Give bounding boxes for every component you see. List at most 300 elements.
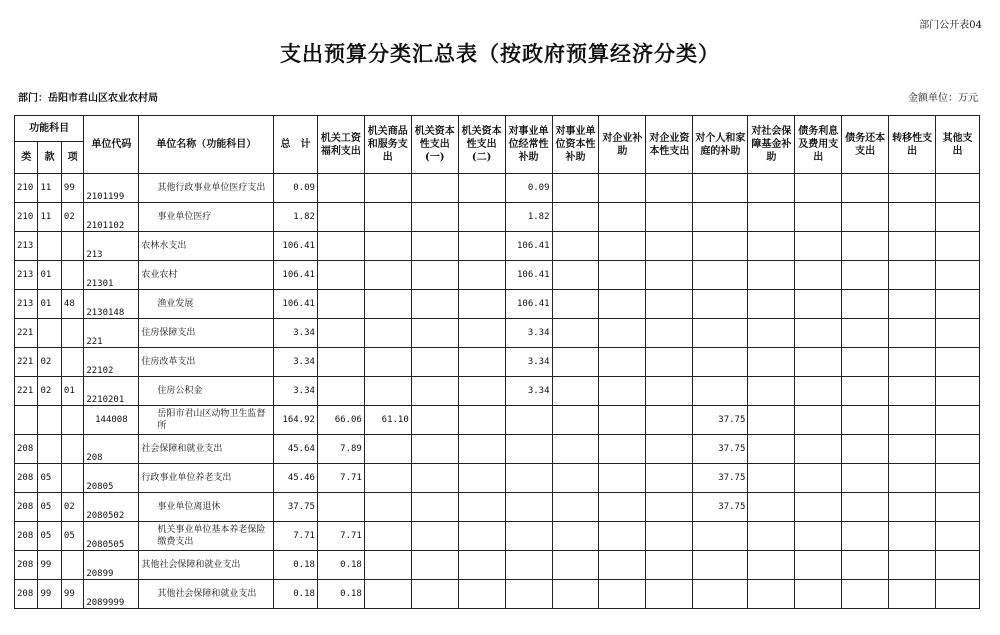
cell-total: 3.34 — [274, 377, 318, 406]
cell-amount — [411, 203, 458, 232]
cell-xiang — [61, 406, 83, 435]
header-col: 机关商品和服务支出 — [364, 116, 411, 174]
cell-amount — [936, 203, 980, 232]
header-col: 对社会保障基金补助 — [748, 116, 795, 174]
cell-amount — [552, 348, 599, 377]
header-unit-name: 单位名称（功能科目） — [139, 116, 274, 174]
cell-amount — [317, 290, 364, 319]
cell-amount — [599, 232, 646, 261]
cell-lei: 208 — [15, 464, 38, 493]
cell-total: 106.41 — [274, 261, 318, 290]
cell-amount — [889, 319, 936, 348]
cell-unit-code: 2101102 — [84, 203, 139, 232]
cell-xiang: 01 — [61, 377, 83, 406]
cell-amount — [646, 580, 693, 609]
cell-unit-name: 其他行政事业单位医疗支出 — [139, 174, 274, 203]
cell-unit-name: 住房改革支出 — [139, 348, 274, 377]
cell-amount — [458, 406, 505, 435]
cell-amount — [599, 261, 646, 290]
cell-amount — [936, 493, 980, 522]
cell-xiang: 02 — [61, 203, 83, 232]
cell-amount — [646, 232, 693, 261]
cell-amount — [795, 522, 842, 551]
cell-total: 7.71 — [274, 522, 318, 551]
cell-amount — [842, 319, 889, 348]
cell-amount — [748, 261, 795, 290]
cell-amount — [411, 493, 458, 522]
cell-amount — [795, 464, 842, 493]
cell-amount — [458, 464, 505, 493]
cell-amount — [936, 580, 980, 609]
cell-amount — [411, 580, 458, 609]
cell-amount — [505, 493, 552, 522]
cell-unit-code: 2089999 — [84, 580, 139, 609]
cell-amount — [889, 522, 936, 551]
cell-amount — [411, 290, 458, 319]
table-row — [15, 435, 980, 464]
cell-unit-name: 事业单位离退休 — [139, 493, 274, 522]
cell-amount — [599, 319, 646, 348]
cell-amount — [936, 348, 980, 377]
cell-unit-code: 22102 — [84, 348, 139, 377]
cell-amount — [458, 203, 505, 232]
cell-lei: 210 — [15, 203, 38, 232]
cell-amount — [936, 406, 980, 435]
cell-amount — [748, 551, 795, 580]
cell-amount — [458, 435, 505, 464]
cell-kuan: 05 — [38, 522, 61, 551]
cell-amount: 7.71 — [317, 522, 364, 551]
cell-amount — [748, 174, 795, 203]
cell-xiang: 02 — [61, 493, 83, 522]
cell-amount — [646, 522, 693, 551]
cell-amount — [889, 174, 936, 203]
cell-amount — [646, 174, 693, 203]
cell-xiang — [61, 232, 83, 261]
cell-amount: 7.89 — [317, 435, 364, 464]
cell-amount — [599, 435, 646, 464]
cell-amount — [458, 580, 505, 609]
cell-amount — [411, 319, 458, 348]
cell-xiang: 99 — [61, 580, 83, 609]
cell-amount — [599, 551, 646, 580]
cell-amount — [317, 493, 364, 522]
cell-amount — [411, 406, 458, 435]
cell-amount — [599, 377, 646, 406]
cell-amount — [599, 464, 646, 493]
cell-amount — [458, 348, 505, 377]
cell-amount — [889, 203, 936, 232]
cell-amount: 106.41 — [505, 232, 552, 261]
header-col: 对企业资本性支出 — [646, 116, 693, 174]
cell-xiang: 05 — [61, 522, 83, 551]
cell-amount — [936, 377, 980, 406]
cell-unit-name: 岳阳市君山区动物卫生监督所 — [139, 406, 274, 435]
cell-kuan: 99 — [38, 551, 61, 580]
cell-amount — [842, 203, 889, 232]
cell-unit-code: 213 — [84, 232, 139, 261]
header-col: 对个人和家庭的补助 — [693, 116, 748, 174]
cell-amount — [842, 435, 889, 464]
header-col: 机关资本性支出(一) — [411, 116, 458, 174]
cell-amount — [795, 203, 842, 232]
cell-amount — [693, 174, 748, 203]
cell-unit-name: 其他社会保障和就业支出 — [139, 551, 274, 580]
table-row — [15, 406, 980, 435]
cell-unit-code: 2101199 — [84, 174, 139, 203]
cell-amount — [795, 435, 842, 464]
cell-amount — [889, 493, 936, 522]
cell-amount — [889, 464, 936, 493]
cell-amount — [889, 348, 936, 377]
header-col: 债务还本支出 — [842, 116, 889, 174]
cell-amount — [552, 174, 599, 203]
cell-amount — [364, 435, 411, 464]
budget-table — [14, 115, 980, 609]
cell-amount — [748, 406, 795, 435]
cell-total: 106.41 — [274, 232, 318, 261]
cell-lei: 221 — [15, 319, 38, 348]
cell-amount — [748, 522, 795, 551]
cell-total: 0.18 — [274, 551, 318, 580]
cell-amount — [364, 493, 411, 522]
cell-amount — [505, 435, 552, 464]
cell-total: 164.92 — [274, 406, 318, 435]
cell-amount: 3.34 — [505, 377, 552, 406]
header-kuan: 款 — [38, 142, 61, 174]
cell-amount — [599, 174, 646, 203]
cell-amount — [317, 261, 364, 290]
cell-amount: 37.75 — [693, 493, 748, 522]
header-total: 总 计 — [274, 116, 318, 174]
cell-amount — [936, 435, 980, 464]
cell-amount — [411, 377, 458, 406]
cell-total: 1.82 — [274, 203, 318, 232]
cell-unit-name: 农业农村 — [139, 261, 274, 290]
cell-amount — [552, 580, 599, 609]
cell-amount — [795, 319, 842, 348]
cell-amount — [458, 377, 505, 406]
cell-amount — [842, 522, 889, 551]
cell-amount — [505, 522, 552, 551]
cell-amount — [693, 290, 748, 319]
cell-amount: 106.41 — [505, 290, 552, 319]
cell-amount — [505, 406, 552, 435]
cell-kuan — [38, 232, 61, 261]
cell-amount — [599, 348, 646, 377]
cell-amount — [842, 406, 889, 435]
cell-amount — [936, 232, 980, 261]
cell-amount — [552, 377, 599, 406]
cell-kuan — [38, 319, 61, 348]
cell-total: 3.34 — [274, 319, 318, 348]
cell-amount — [317, 377, 364, 406]
cell-amount — [693, 232, 748, 261]
cell-amount: 0.09 — [505, 174, 552, 203]
cell-amount — [646, 464, 693, 493]
cell-kuan: 01 — [38, 290, 61, 319]
cell-amount: 37.75 — [693, 435, 748, 464]
cell-unit-code: 208 — [84, 435, 139, 464]
cell-unit-code: 20899 — [84, 551, 139, 580]
cell-amount — [364, 174, 411, 203]
cell-amount: 66.06 — [317, 406, 364, 435]
cell-total: 3.34 — [274, 348, 318, 377]
cell-amount — [458, 290, 505, 319]
cell-amount — [842, 232, 889, 261]
cell-amount: 37.75 — [693, 464, 748, 493]
cell-amount — [317, 232, 364, 261]
cell-kuan: 02 — [38, 377, 61, 406]
cell-kuan: 05 — [38, 464, 61, 493]
table-row — [15, 290, 980, 319]
table-header — [15, 116, 980, 174]
cell-kuan — [38, 406, 61, 435]
cell-amount — [364, 261, 411, 290]
table-row — [15, 551, 980, 580]
cell-amount — [795, 580, 842, 609]
cell-lei: 221 — [15, 377, 38, 406]
cell-amount — [364, 290, 411, 319]
cell-amount — [646, 290, 693, 319]
cell-lei: 210 — [15, 174, 38, 203]
cell-total: 106.41 — [274, 290, 318, 319]
cell-amount: 37.75 — [693, 406, 748, 435]
cell-amount — [552, 232, 599, 261]
cell-amount — [317, 203, 364, 232]
cell-total: 45.64 — [274, 435, 318, 464]
cell-lei: 213 — [15, 290, 38, 319]
table-row — [15, 464, 980, 493]
cell-amount — [693, 348, 748, 377]
cell-amount: 3.34 — [505, 348, 552, 377]
cell-xiang — [61, 348, 83, 377]
cell-amount — [842, 174, 889, 203]
cell-unit-code: 2130148 — [84, 290, 139, 319]
cell-amount — [411, 261, 458, 290]
table-row — [15, 580, 980, 609]
cell-amount — [936, 174, 980, 203]
table-row — [15, 261, 980, 290]
header-lei: 类 — [15, 142, 38, 174]
cell-kuan: 11 — [38, 203, 61, 232]
cell-lei: 221 — [15, 348, 38, 377]
cell-amount — [842, 464, 889, 493]
header-col: 对事业单位资本性补助 — [552, 116, 599, 174]
cell-amount: 1.82 — [505, 203, 552, 232]
table-body — [15, 174, 980, 609]
cell-unit-name: 机关事业单位基本养老保险缴费支出 — [139, 522, 274, 551]
cell-amount — [552, 464, 599, 493]
cell-amount — [364, 348, 411, 377]
cell-amount — [599, 290, 646, 319]
cell-unit-code: 2210201 — [84, 377, 139, 406]
cell-amount — [748, 319, 795, 348]
header-unit-code: 单位代码 — [84, 116, 139, 174]
header-col: 债务利息及费用支出 — [795, 116, 842, 174]
header-col: 对事业单位经常性补助 — [505, 116, 552, 174]
cell-amount — [505, 551, 552, 580]
cell-amount — [646, 435, 693, 464]
cell-amount — [599, 522, 646, 551]
cell-amount — [889, 377, 936, 406]
cell-amount — [795, 174, 842, 203]
page-title: 支出预算分类汇总表（按政府预算经济分类） — [280, 41, 720, 66]
cell-kuan: 99 — [38, 580, 61, 609]
cell-amount — [411, 174, 458, 203]
cell-amount — [458, 319, 505, 348]
cell-amount — [936, 319, 980, 348]
cell-amount — [748, 435, 795, 464]
cell-amount — [411, 522, 458, 551]
header-col: 对企业补助 — [599, 116, 646, 174]
cell-amount — [505, 580, 552, 609]
cell-amount — [795, 290, 842, 319]
cell-amount — [795, 261, 842, 290]
cell-lei: 208 — [15, 580, 38, 609]
cell-amount — [646, 319, 693, 348]
cell-amount — [646, 203, 693, 232]
cell-amount — [748, 348, 795, 377]
cell-amount — [458, 174, 505, 203]
cell-amount — [748, 377, 795, 406]
cell-amount — [646, 406, 693, 435]
cell-amount — [842, 551, 889, 580]
cell-xiang — [61, 261, 83, 290]
cell-amount — [364, 522, 411, 551]
table-row — [15, 522, 980, 551]
cell-amount — [842, 348, 889, 377]
cell-amount: 106.41 — [505, 261, 552, 290]
cell-amount — [458, 493, 505, 522]
table-row — [15, 493, 980, 522]
cell-amount — [889, 435, 936, 464]
cell-amount — [748, 464, 795, 493]
cell-amount — [748, 580, 795, 609]
cell-amount — [364, 580, 411, 609]
cell-amount — [411, 348, 458, 377]
cell-amount — [646, 261, 693, 290]
cell-amount — [842, 377, 889, 406]
cell-amount — [693, 261, 748, 290]
cell-amount — [936, 551, 980, 580]
cell-amount: 0.18 — [317, 580, 364, 609]
cell-amount — [693, 522, 748, 551]
cell-unit-code: 144008 — [84, 406, 139, 435]
cell-amount — [748, 232, 795, 261]
cell-unit-code: 21301 — [84, 261, 139, 290]
table-row — [15, 348, 980, 377]
cell-amount — [693, 377, 748, 406]
cell-unit-name: 住房公积金 — [139, 377, 274, 406]
cell-amount — [693, 580, 748, 609]
cell-amount — [411, 232, 458, 261]
cell-unit-name: 其他社会保障和就业支出 — [139, 580, 274, 609]
cell-lei: 208 — [15, 522, 38, 551]
cell-lei: 213 — [15, 232, 38, 261]
cell-kuan: 05 — [38, 493, 61, 522]
cell-total: 0.09 — [274, 174, 318, 203]
cell-total: 45.46 — [274, 464, 318, 493]
cell-amount: 7.71 — [317, 464, 364, 493]
cell-lei: 208 — [15, 551, 38, 580]
cell-amount — [364, 319, 411, 348]
cell-amount — [889, 261, 936, 290]
cell-amount — [842, 580, 889, 609]
cell-lei: 208 — [15, 493, 38, 522]
department-label: 部门：岳阳市君山区农业农村局 — [18, 93, 158, 104]
cell-unit-code: 221 — [84, 319, 139, 348]
cell-amount — [458, 522, 505, 551]
cell-total: 0.18 — [274, 580, 318, 609]
cell-unit-name: 渔业发展 — [139, 290, 274, 319]
cell-amount — [552, 493, 599, 522]
cell-amount — [505, 464, 552, 493]
cell-amount: 61.10 — [364, 406, 411, 435]
cell-amount — [936, 522, 980, 551]
cell-amount — [646, 493, 693, 522]
cell-amount — [317, 348, 364, 377]
cell-amount — [364, 551, 411, 580]
form-code: 部门公开表04 — [919, 20, 982, 31]
cell-amount — [411, 435, 458, 464]
cell-unit-code: 2080502 — [84, 493, 139, 522]
cell-total: 37.75 — [274, 493, 318, 522]
table-row — [15, 377, 980, 406]
cell-kuan: 02 — [38, 348, 61, 377]
cell-amount — [599, 406, 646, 435]
cell-amount — [599, 493, 646, 522]
cell-amount — [552, 290, 599, 319]
cell-amount — [364, 464, 411, 493]
cell-lei: 208 — [15, 435, 38, 464]
cell-amount — [748, 203, 795, 232]
cell-amount — [889, 580, 936, 609]
cell-amount — [317, 319, 364, 348]
cell-amount: 0.18 — [317, 551, 364, 580]
cell-xiang — [61, 435, 83, 464]
cell-xiang: 99 — [61, 174, 83, 203]
cell-unit-name: 行政事业单位养老支出 — [139, 464, 274, 493]
cell-amount — [411, 551, 458, 580]
cell-amount — [646, 551, 693, 580]
cell-amount — [842, 261, 889, 290]
cell-kuan — [38, 435, 61, 464]
table-row — [15, 232, 980, 261]
amount-unit-label: 金额单位：万元 — [908, 93, 978, 104]
cell-amount — [795, 493, 842, 522]
header-func-subject: 功能科目 — [15, 116, 84, 142]
cell-amount — [889, 551, 936, 580]
cell-amount — [552, 551, 599, 580]
cell-amount — [842, 290, 889, 319]
cell-unit-code: 2080505 — [84, 522, 139, 551]
header-col: 其他支出 — [936, 116, 980, 174]
cell-amount — [364, 232, 411, 261]
table-row — [15, 203, 980, 232]
cell-amount — [748, 290, 795, 319]
cell-amount — [936, 290, 980, 319]
cell-amount — [458, 232, 505, 261]
cell-amount — [552, 203, 599, 232]
cell-amount — [795, 348, 842, 377]
cell-unit-code: 20805 — [84, 464, 139, 493]
cell-unit-name: 社会保障和就业支出 — [139, 435, 274, 464]
cell-amount — [936, 261, 980, 290]
cell-amount — [552, 406, 599, 435]
cell-amount — [693, 203, 748, 232]
header-col: 转移性支出 — [889, 116, 936, 174]
